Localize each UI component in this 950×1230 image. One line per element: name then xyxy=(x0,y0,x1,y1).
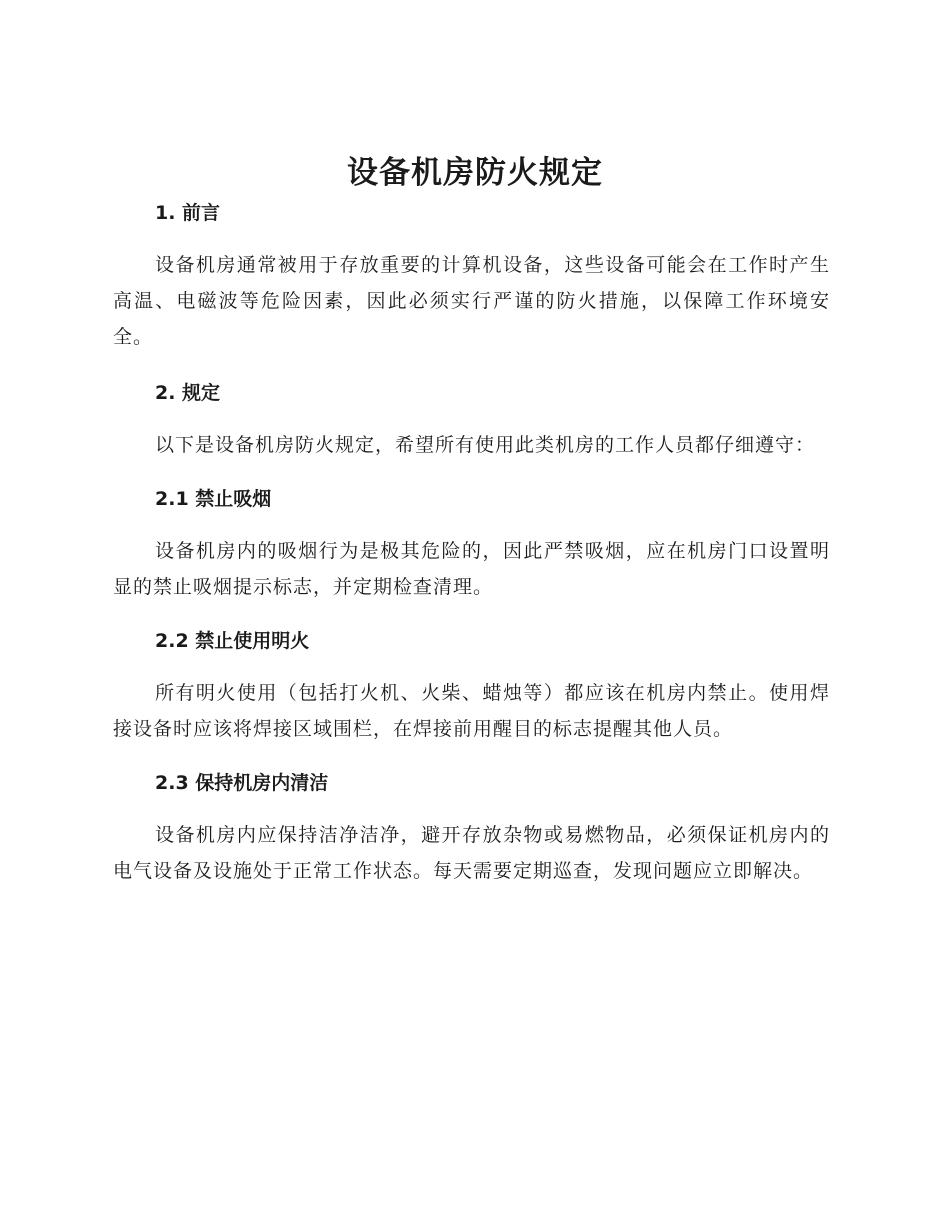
section-paragraph-preface: 设备机房通常被用于存放重要的计算机设备，这些设备可能会在工作时产生高温、电磁波等危险因素，因此必须实行严谨的防火措施，以保障工作环境安全。 xyxy=(113,254,830,348)
subsection-heading-no-open-flame: 2.2 禁止使用明火 xyxy=(155,630,310,652)
document-body xyxy=(113,195,830,889)
subsection-heading-keep-clean: 2.3 保持机房内清洁 xyxy=(155,772,329,794)
subsection-paragraph-no-smoking: 设备机房内的吸烟行为是极其危险的，因此严禁吸烟，应在机房门口设置明显的禁止吸烟提示标志，并定期检查清理。 xyxy=(113,540,830,598)
section-heading-preface: 1. 前言 xyxy=(155,202,221,224)
subsection-paragraph-no-open-flame: 所有明火使用（包括打火机、火柴、蜡烛等）都应该在机房内禁止。使用焊接设备时应该将焊接区域围栏，在焊接前用醒目的标志提醒其他人员。 xyxy=(113,682,830,740)
subsection-heading-no-smoking: 2.1 禁止吸烟 xyxy=(155,488,272,510)
subsection-paragraph-keep-clean: 设备机房内应保持洁净洁净，避开存放杂物或易燃物品，必须保证机房内的电气设备及设施处于正常工作状态。每天需要定期巡查，发现问题应立即解决。 xyxy=(113,824,830,882)
section-paragraph-rules: 以下是设备机房防火规定，希望所有使用此类机房的工作人员都仔细遵守： xyxy=(155,434,816,456)
section-heading-rules: 2. 规定 xyxy=(155,382,221,404)
document-title: 设备机房防火规定 xyxy=(347,155,603,191)
